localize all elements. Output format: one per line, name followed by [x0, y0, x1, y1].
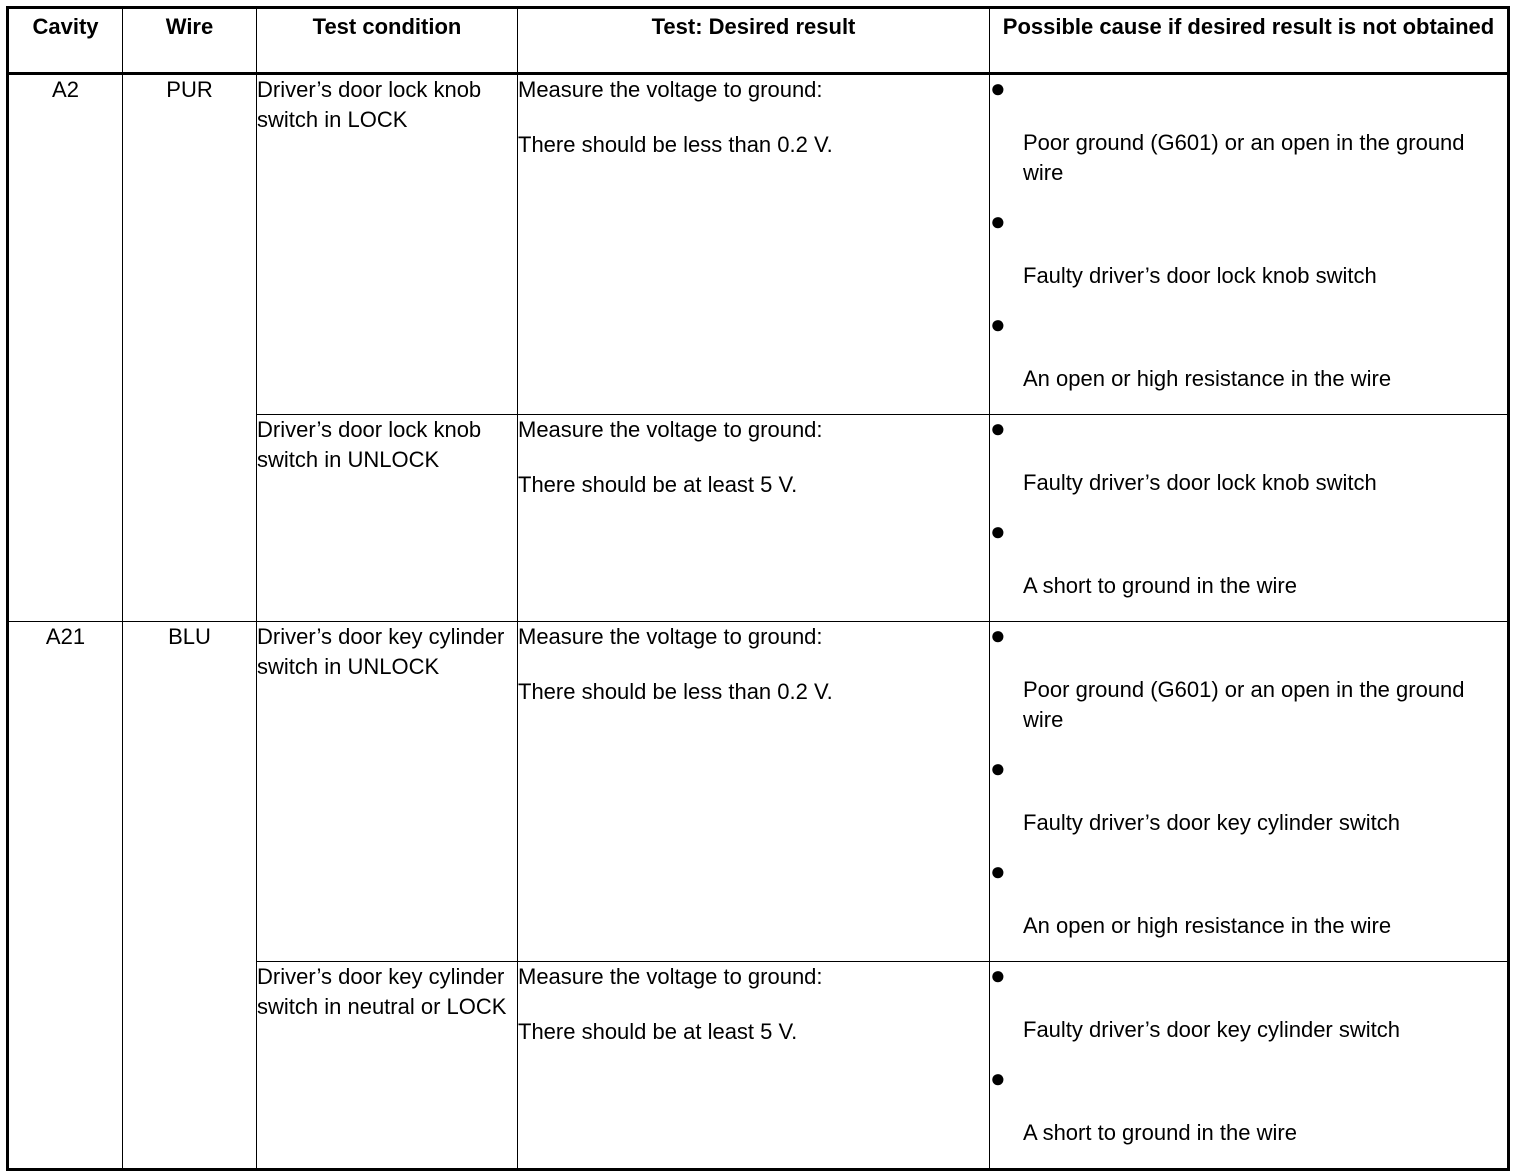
header-row: [8, 8, 1509, 74]
desired-result-cell: [518, 622, 990, 962]
header-wire: Wire: [123, 8, 257, 74]
test-instruction: Measure the voltage to ground:: [518, 624, 823, 649]
cause-text: Faulty driver’s door lock knob switch: [1023, 263, 1377, 288]
cause-item: [990, 311, 1507, 394]
condition-cell: Driver’s door key cylinder switch in neutral or LOCK: [257, 962, 518, 1170]
table-row: [8, 622, 1509, 962]
cavity-cell: A2: [8, 74, 123, 622]
cause-text: Faulty driver’s door lock knob switch: [1023, 470, 1377, 495]
wire-cell: PUR: [123, 74, 257, 622]
desired-result-cell: [518, 962, 990, 1170]
header-possible-cause: Possible cause if desired result is not obtained: [990, 8, 1509, 74]
bullet-icon: ●: [990, 856, 1006, 886]
cavity-cell: A21: [8, 622, 123, 1170]
table-row: [8, 74, 1509, 415]
bullet-icon: ●: [990, 206, 1006, 236]
cause-text: An open or high resistance in the wire: [1023, 366, 1392, 391]
desired-result-cell: [518, 74, 990, 415]
bullet-icon: ●: [990, 309, 1006, 339]
condition-cell: Driver’s door lock knob switch in LOCK: [257, 74, 518, 415]
diagnostic-table: [6, 6, 1510, 1171]
header-desired-result: Test: Desired result: [518, 8, 990, 74]
cause-text: Poor ground (G601) or an open in the ground wire: [1023, 130, 1465, 185]
header-cavity: Cavity: [8, 8, 123, 74]
possible-cause-cell: [990, 962, 1509, 1170]
test-instruction: Measure the voltage to ground:: [518, 964, 823, 989]
possible-cause-cell: [990, 415, 1509, 622]
bullet-icon: ●: [990, 1063, 1006, 1093]
bullet-icon: ●: [990, 73, 1006, 103]
bullet-icon: ●: [990, 516, 1006, 546]
cause-item: [990, 518, 1507, 601]
cause-text: An open or high resistance in the wire: [1023, 913, 1392, 938]
cause-item: [990, 1065, 1507, 1148]
cause-item: [990, 962, 1507, 1045]
cause-text: Faulty driver’s door key cylinder switch: [1023, 810, 1400, 835]
cause-text: Faulty driver’s door key cylinder switch: [1023, 1017, 1400, 1042]
test-instruction: Measure the voltage to ground:: [518, 77, 823, 102]
bullet-icon: ●: [990, 620, 1006, 650]
possible-cause-cell: [990, 622, 1509, 962]
expected-value: There should be less than 0.2 V.: [518, 679, 833, 704]
bullet-icon: ●: [990, 413, 1006, 443]
cause-text: A short to ground in the wire: [1023, 1120, 1297, 1145]
wire-cell: BLU: [123, 622, 257, 1170]
cause-item: [990, 75, 1507, 188]
cause-item: [990, 755, 1507, 838]
condition-cell: Driver’s door lock knob switch in UNLOCK: [257, 415, 518, 622]
cause-item: [990, 858, 1507, 941]
test-instruction: Measure the voltage to ground:: [518, 417, 823, 442]
bullet-icon: ●: [990, 753, 1006, 783]
possible-cause-cell: [990, 74, 1509, 415]
cause-item: [990, 622, 1507, 735]
expected-value: There should be less than 0.2 V.: [518, 132, 833, 157]
condition-cell: Driver’s door key cylinder switch in UNLOCK: [257, 622, 518, 962]
cause-text: Poor ground (G601) or an open in the ground wire: [1023, 677, 1465, 732]
expected-value: There should be at least 5 V.: [518, 1019, 798, 1044]
desired-result-cell: [518, 415, 990, 622]
cause-text: A short to ground in the wire: [1023, 573, 1297, 598]
expected-value: There should be at least 5 V.: [518, 472, 798, 497]
bullet-icon: ●: [990, 960, 1006, 990]
cause-item: [990, 208, 1507, 291]
header-test-condition: Test condition: [257, 8, 518, 74]
cause-item: [990, 415, 1507, 498]
